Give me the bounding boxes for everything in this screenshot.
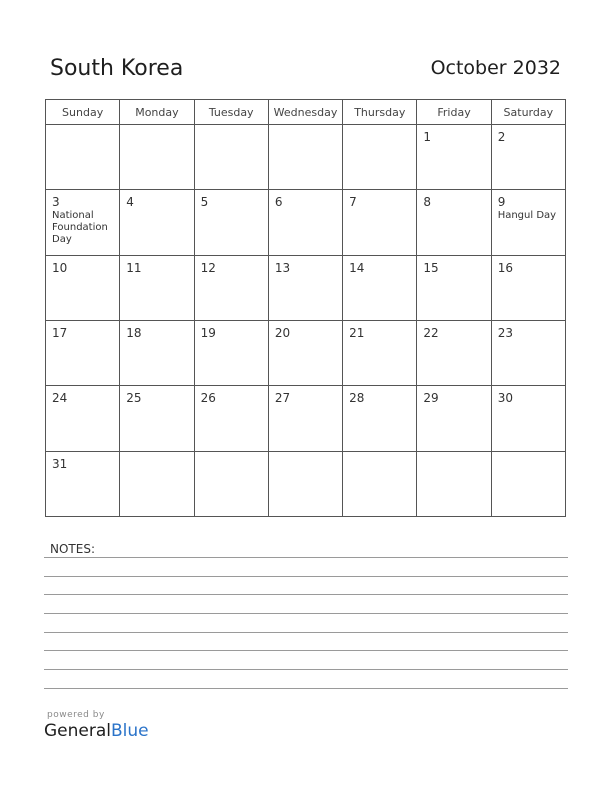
notes-line xyxy=(44,557,568,558)
weekday-header-row xyxy=(46,100,566,125)
week-row xyxy=(46,125,566,190)
day-cell xyxy=(120,190,194,255)
week-row xyxy=(46,386,566,451)
day-cell xyxy=(491,451,565,516)
day-number: 26 xyxy=(200,391,216,406)
powered-by-text: powered by xyxy=(47,710,105,720)
day-cell xyxy=(120,386,194,451)
day-number: 19 xyxy=(200,325,216,340)
day-cell xyxy=(46,386,120,451)
notes-line xyxy=(44,594,568,595)
day-cell xyxy=(343,386,417,451)
day-cell xyxy=(417,320,491,385)
day-cell xyxy=(491,320,565,385)
notes-label: NOTES: xyxy=(50,542,95,556)
day-cell xyxy=(46,255,120,320)
weekday-saturday: Saturday xyxy=(491,100,565,125)
day-cell xyxy=(194,255,268,320)
day-number: 27 xyxy=(274,391,291,406)
day-cell xyxy=(491,386,565,451)
day-cell xyxy=(343,255,417,320)
day-number: 8 xyxy=(423,195,432,210)
day-number: 16 xyxy=(497,260,513,275)
calendar-grid xyxy=(45,99,566,517)
notes-line xyxy=(44,669,568,670)
holiday-label: National Foundation Day xyxy=(52,210,108,246)
month-year-title: October 2032 xyxy=(430,57,561,79)
holiday-label: Hangul Day xyxy=(497,210,557,222)
day-cell xyxy=(417,386,491,451)
day-number: 4 xyxy=(126,195,134,210)
day-cell xyxy=(491,255,565,320)
day-number: 28 xyxy=(349,391,365,406)
notes-line xyxy=(44,650,568,651)
day-cell xyxy=(417,125,491,190)
day-cell xyxy=(194,386,268,451)
day-cell xyxy=(268,190,342,255)
week-row xyxy=(46,320,566,385)
day-cell xyxy=(491,125,565,190)
country-title: South Korea xyxy=(50,56,184,81)
day-cell xyxy=(417,255,491,320)
day-number: 21 xyxy=(349,325,365,340)
day-cell xyxy=(268,125,342,190)
day-number: 3 xyxy=(52,195,60,210)
weekday-tuesday: Tuesday xyxy=(194,100,268,125)
calendar-body xyxy=(46,125,566,517)
day-cell xyxy=(194,320,268,385)
day-cell xyxy=(268,255,342,320)
notes-line xyxy=(44,613,568,614)
day-cell xyxy=(46,451,120,516)
brand-name-blue: Blue xyxy=(111,721,149,741)
day-number: 22 xyxy=(423,325,439,340)
day-number: 11 xyxy=(126,260,142,275)
notes-line xyxy=(44,688,568,689)
day-number: 6 xyxy=(274,195,283,210)
weekday-monday: Monday xyxy=(120,100,194,125)
day-number: 31 xyxy=(52,456,68,471)
week-row xyxy=(46,190,566,255)
day-number: 29 xyxy=(423,391,439,406)
day-number: 13 xyxy=(274,260,291,275)
day-number: 14 xyxy=(349,260,365,275)
day-cell xyxy=(343,320,417,385)
day-number: 17 xyxy=(52,325,68,340)
day-number: 25 xyxy=(126,391,142,406)
day-number: 9 xyxy=(497,195,506,210)
weekday-friday: Friday xyxy=(417,100,491,125)
day-number: 10 xyxy=(52,260,68,275)
week-row xyxy=(46,451,566,516)
weekday-sunday: Sunday xyxy=(46,100,120,125)
day-cell xyxy=(268,386,342,451)
day-cell xyxy=(194,125,268,190)
day-cell xyxy=(46,320,120,385)
day-cell xyxy=(120,451,194,516)
day-number: 18 xyxy=(126,325,142,340)
day-number: 30 xyxy=(497,391,513,406)
day-cell xyxy=(194,451,268,516)
day-cell xyxy=(120,255,194,320)
day-cell xyxy=(120,125,194,190)
day-number: 7 xyxy=(349,195,357,210)
weekday-wednesday: Wednesday xyxy=(268,100,342,125)
notes-line xyxy=(44,576,568,577)
week-row xyxy=(46,255,566,320)
brand-logo[interactable] xyxy=(44,721,149,741)
day-cell xyxy=(343,125,417,190)
day-cell xyxy=(417,451,491,516)
brand-name-general: General xyxy=(44,721,111,741)
day-cell xyxy=(268,320,342,385)
day-cell xyxy=(194,190,268,255)
day-number: 2 xyxy=(497,130,506,144)
day-cell xyxy=(491,190,565,255)
day-number: 5 xyxy=(200,195,209,210)
day-number: 20 xyxy=(274,325,291,340)
weekday-thursday: Thursday xyxy=(343,100,417,125)
day-cell xyxy=(46,190,120,255)
day-number: 12 xyxy=(200,260,216,275)
day-cell xyxy=(343,190,417,255)
day-number: 23 xyxy=(497,325,513,340)
notes-line xyxy=(44,632,568,633)
day-cell xyxy=(417,190,491,255)
day-number: 1 xyxy=(423,130,432,144)
day-cell xyxy=(120,320,194,385)
day-number: 15 xyxy=(423,260,439,275)
day-cell xyxy=(46,125,120,190)
day-cell xyxy=(268,451,342,516)
day-cell xyxy=(343,451,417,516)
day-number: 24 xyxy=(52,391,68,406)
